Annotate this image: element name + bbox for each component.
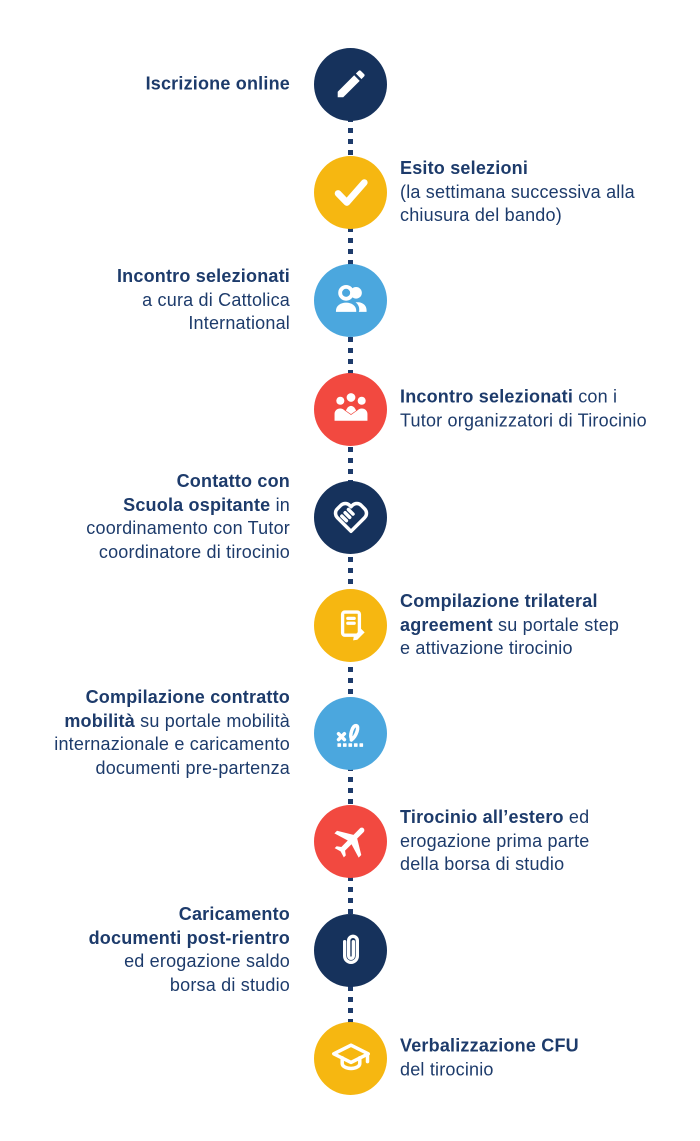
step-text-line	[86, 470, 290, 494]
step-text-line	[54, 757, 290, 781]
step-text-line	[400, 386, 647, 410]
document-pencil-icon	[330, 604, 372, 646]
step-text-line	[400, 1058, 579, 1082]
step-text-bold: Tirocinio all’estero	[400, 806, 564, 827]
step-text-bold: Incontro selezionati	[116, 265, 290, 286]
step-text-line	[86, 541, 290, 565]
timeline-connector	[348, 84, 353, 1058]
step-text-regular: borsa di studio	[169, 974, 290, 995]
step-text-regular: ed erogazione saldo	[124, 951, 290, 971]
step-text-bold: Verbalizzazione CFU	[400, 1035, 579, 1056]
step-text-bold: mobilità	[64, 710, 135, 731]
step-text-line	[400, 853, 590, 877]
step-text-line	[400, 613, 619, 637]
step-text-bold: Scuola ospitante	[123, 494, 271, 515]
step-badge	[314, 589, 387, 662]
step-text	[400, 386, 647, 433]
step-text-bold: Contatto con	[176, 471, 290, 491]
step-badge	[314, 481, 387, 554]
step-text-regular: International	[188, 312, 290, 333]
step-badge	[314, 805, 387, 878]
step-text-bold: documenti post-rientro	[88, 927, 290, 948]
step-badge	[314, 914, 387, 987]
step-text-line	[117, 265, 290, 289]
step-text-line	[400, 1035, 579, 1059]
pencil-icon	[332, 65, 370, 103]
step-text-line	[400, 204, 635, 228]
step-text-bold: Compilazione contratto	[85, 687, 290, 707]
step-text	[400, 1035, 579, 1082]
airplane-icon	[330, 820, 372, 862]
step-text-bold: Iscrizione online	[145, 73, 290, 94]
step-text-regular: ed	[563, 806, 590, 827]
step-text-line	[400, 637, 619, 661]
step-text-regular: Tutor organizzatori di Tirocinio	[400, 410, 647, 430]
step-text-regular: (la settimana successiva alla	[400, 181, 635, 202]
step-text-line	[89, 927, 290, 951]
step-text-bold: Incontro selezionati	[400, 386, 574, 407]
step-text-line	[86, 517, 290, 541]
step-text-line	[54, 710, 290, 734]
step-text	[54, 686, 290, 780]
signature-icon	[329, 711, 373, 755]
step-badge	[314, 1022, 387, 1095]
step-text-line	[89, 903, 290, 927]
step-text-bold: agreement	[400, 614, 493, 635]
step-badge	[314, 697, 387, 770]
step-text-regular: coordinamento con Tutor	[86, 518, 290, 538]
step-text-line	[89, 974, 290, 998]
step-text	[86, 470, 290, 564]
step-text	[400, 806, 590, 877]
step-text-regular: in	[270, 494, 290, 515]
step-text-regular: e attivazione tirocinio	[400, 637, 573, 658]
step-text-line	[117, 288, 290, 312]
step-text-line	[400, 157, 635, 181]
step-text	[89, 903, 290, 997]
step-text-regular: del tirocinio	[400, 1059, 494, 1079]
step-text-line	[54, 733, 290, 757]
step-text-line	[400, 806, 590, 830]
step-text-regular: chiusura del bando)	[400, 204, 562, 225]
step-text-line	[400, 590, 619, 614]
step-text	[400, 157, 635, 228]
step-text-bold: Compilazione trilateral	[400, 590, 598, 611]
step-text-line	[400, 409, 647, 433]
step-badge	[314, 48, 387, 121]
step-text-regular: su portale step	[492, 614, 620, 635]
step-text-regular: erogazione prima parte	[400, 830, 590, 851]
step-text-regular: con i	[573, 386, 618, 407]
step-text-regular: internazionale e caricamento	[54, 734, 290, 754]
step-text-regular: documenti pre-partenza	[95, 757, 290, 778]
paperclip-icon	[331, 930, 371, 970]
step-text-bold: Esito selezioni	[400, 157, 529, 178]
step-text-line	[89, 950, 290, 974]
step-text-line	[54, 686, 290, 710]
step-text-line	[146, 72, 290, 96]
step-badge	[314, 264, 387, 337]
step-text-line	[86, 494, 290, 518]
step-text	[117, 265, 290, 336]
step-badge	[314, 156, 387, 229]
graduation-cap-icon	[329, 1036, 373, 1080]
step-text-bold: Caricamento	[178, 904, 290, 924]
step-text-line	[400, 829, 590, 853]
step-text-regular: coordinatore di tirocinio	[98, 541, 290, 562]
step-text-line	[400, 180, 635, 204]
step-text-regular: della borsa di studio	[400, 853, 565, 874]
step-text-regular: su portale mobilità	[134, 710, 290, 731]
handshake-icon	[329, 495, 373, 539]
people-icon	[330, 279, 372, 321]
step-text-line	[117, 312, 290, 336]
step-badge	[314, 373, 387, 446]
step-text	[400, 590, 619, 661]
step-text	[146, 72, 290, 96]
check-icon	[330, 171, 372, 213]
step-text-regular: a cura di Cattolica	[142, 289, 290, 310]
meeting-icon	[330, 388, 372, 430]
